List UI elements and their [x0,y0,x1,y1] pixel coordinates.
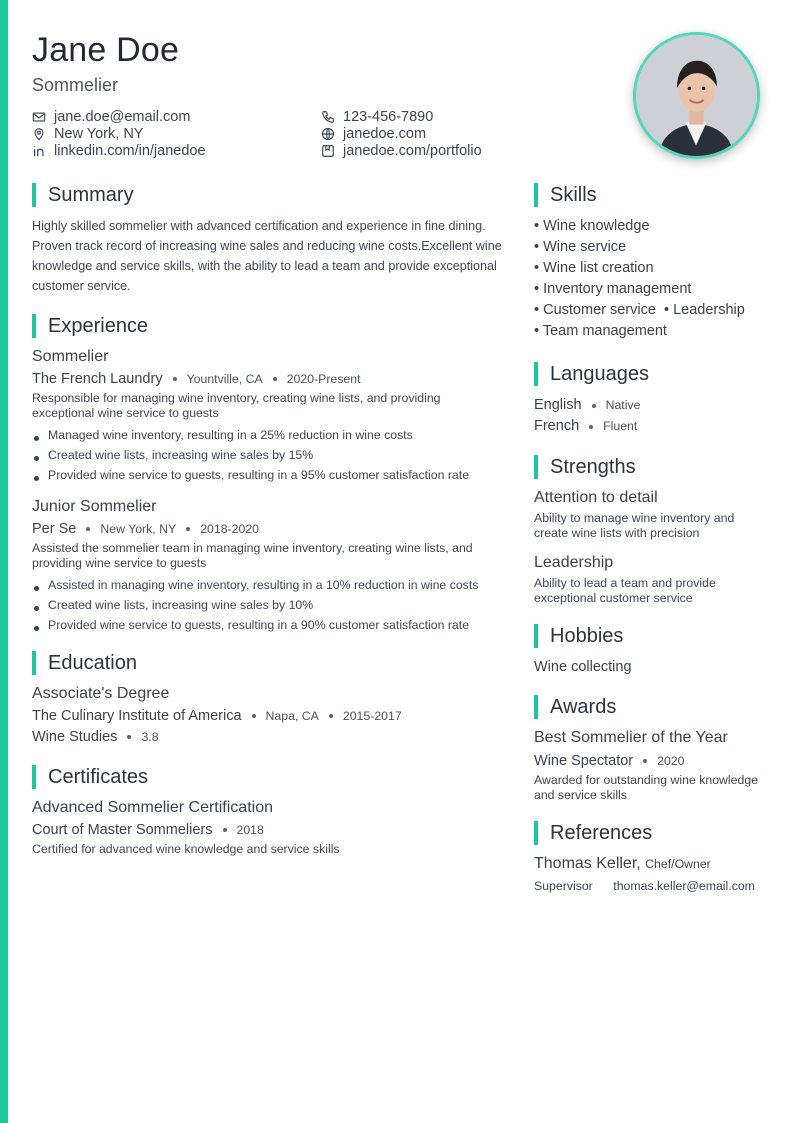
school-name: The Culinary Institute of America [32,708,242,724]
job-bullet: Managed wine inventory, resulting in a 25% reduction in wine costs [32,425,506,445]
contact-linkedin-text: linkedin.com/in/janedoe [54,142,206,159]
job-company: Per Se [32,521,77,537]
contact-portfolio-text: janedoe.com/portfolio [343,142,482,159]
job-meta [32,519,506,539]
separator-dot [186,527,190,531]
award-meta [534,751,770,771]
skill-row: • Wine knowledge [534,218,650,234]
job-description: Assisted the sommelier team in managing wine inventory, creating wine lists, and providing wine service to guests [32,541,473,570]
section-marker [534,624,538,648]
contact-phone[interactable] [321,108,521,125]
strength-title: Leadership [534,554,614,571]
portfolio-icon [321,144,335,158]
job-bullet: Provided wine service to guests, resulting in a 95% customer satisfaction rate [32,465,506,485]
strengths-section [534,455,770,606]
job-entry [32,347,506,485]
section-marker [534,821,538,845]
languages-section [534,362,770,437]
contact-email[interactable] [32,108,321,125]
experience-heading: Experience [48,314,149,337]
job-bullets [32,425,506,485]
certificates-section [32,765,506,857]
separator-dot [592,404,596,408]
contact-website[interactable] [321,125,521,142]
separator-dot [223,828,227,832]
certificates-heading: Certificates [48,765,149,788]
skill-row: • Team management [534,323,667,339]
award-year: 2020 [657,754,685,768]
contact-location-text: New York, NY [54,125,144,142]
certificate-issuer: Court of Master Sommeliers [32,822,213,838]
section-marker [534,362,538,386]
separator-dot [589,425,593,429]
section-marker [32,765,36,789]
award-issuer: Wine Spectator [534,753,634,769]
resume-header [32,30,762,170]
job-location: New York, NY [100,522,177,536]
separator-dot [173,377,177,381]
skill-item: Wine list creation [543,260,654,276]
school-location: Napa, CA [265,709,319,723]
education-section [32,651,506,747]
language-row [534,395,770,416]
contact-linkedin[interactable] [32,142,321,159]
skill-row: • Inventory management [534,281,692,297]
profile-photo [633,32,760,159]
job-bullets [32,575,506,635]
hobbies-heading: Hobbies [550,624,624,647]
linkedin-icon [32,144,46,158]
skills-section [534,183,770,342]
candidate-title: Sommelier [32,75,119,95]
degree: Associate's Degree [32,685,170,702]
main-column [32,183,506,857]
gpa: 3.8 [141,730,159,744]
experience-section [32,314,506,635]
awards-section [534,695,770,803]
separator-dot [127,735,131,739]
strength-description: Ability to lead a team and provide exceptional customer service [534,576,716,605]
contact-website-text: janedoe.com [343,125,427,142]
reference-email[interactable]: thomas.keller@email.com [613,879,755,893]
skills-heading: Skills [550,183,597,206]
job-bullet: Provided wine service to guests, resulting in a 90% customer satisfaction rate [32,615,506,635]
phone-icon [321,110,335,124]
summary-section [32,183,506,296]
section-marker [534,455,538,479]
job-description: Responsible for managing wine inventory, creating wine lists, and providing exceptional wine service to guests [32,391,441,420]
reference-relation: Supervisor [534,879,593,893]
profile-avatar-icon [636,35,757,156]
job-company: The French Laundry [32,371,163,387]
skills-list [534,216,770,342]
summary-text: Highly skilled sommelier with advanced certification and experience in fine dining. Proven track record of increasing wine sales and reducing wine costs.Excellent wine knowledge and service skills, with the ability to lead a team and provide exceptional customer service. [32,219,502,293]
reference-contact-row [534,876,770,896]
separator-dot [643,759,647,763]
language-level: Native [605,398,641,412]
references-heading: References [550,821,653,844]
strength-title: Attention to detail [534,489,658,506]
summary-heading: Summary [48,183,134,206]
reference-role: Chef/Owner [645,857,711,871]
candidate-name: Jane Doe [32,31,180,69]
section-marker [32,651,36,675]
field-of-study: Wine Studies [32,729,118,745]
certificate-year: 2018 [236,823,264,837]
skill-row: • Wine service [534,239,627,255]
reference-name: Thomas Keller, [534,855,641,872]
location-pin-icon [32,127,46,141]
education-field-row [32,727,506,747]
section-marker [32,314,36,338]
contact-phone-text: 123-456-7890 [343,108,434,125]
language-row [534,416,770,437]
education-heading: Education [48,651,137,674]
education-meta [32,706,506,726]
sidebar-column [534,183,770,896]
skill-item: Leadership [673,302,745,318]
job-dates: 2020-Present [286,372,361,386]
certificate-name: Advanced Sommelier Certification [32,799,273,816]
language-name: English [534,397,582,413]
strength-description: Ability to manage wine inventory and create wine lists with precision [534,511,735,540]
references-section [534,821,770,896]
section-marker [534,695,538,719]
skill-row: • Customer service • Leadership [534,302,745,318]
section-marker [534,183,538,207]
skill-item: Wine service [543,239,627,255]
section-marker [32,183,36,207]
awards-heading: Awards [550,695,617,718]
award-title: Best Sommelier of the Year [534,729,728,746]
job-title: Junior Sommelier [32,498,157,515]
skill-item: Customer service [543,302,656,318]
job-meta [32,369,506,389]
skill-row: • Wine list creation [534,260,654,276]
contact-list [32,108,532,159]
education-dates: 2015-2017 [342,709,402,723]
separator-dot [86,527,90,531]
contact-portfolio[interactable] [321,142,521,159]
separator-dot [252,714,256,718]
award-description: Awarded for outstanding wine knowledge and service skills [534,773,758,802]
contact-location [32,125,321,142]
reference-entry [534,854,770,874]
skill-item: Wine knowledge [543,218,650,234]
language-name: French [534,418,580,434]
skill-item: Team management [542,323,667,339]
globe-icon [321,127,335,141]
certificate-meta [32,820,506,840]
strengths-heading: Strengths [550,455,636,478]
job-dates: 2018-2020 [200,522,260,536]
language-level: Fluent [603,419,638,433]
languages-heading: Languages [550,362,649,385]
job-bullet: Created wine lists, increasing wine sales by 10% [32,595,506,615]
mail-icon [32,110,46,124]
certificate-description: Certified for advanced wine knowledge and service skills [32,842,340,856]
separator-dot [273,377,277,381]
hobbies-section [534,624,770,677]
skill-item: Inventory management [543,281,692,297]
job-bullet: Created wine lists, increasing wine sales by 15% [32,445,506,465]
job-location: Yountville, CA [186,372,263,386]
job-bullet: Assisted in managing wine inventory, resulting in a 10% reduction in wine costs [32,575,506,595]
job-entry [32,497,506,635]
separator-dot [329,714,333,718]
contact-email-text: jane.doe@email.com [54,108,191,125]
hobby-item: Wine collecting [534,659,632,675]
job-title: Sommelier [32,348,109,365]
accent-bar [0,0,8,1123]
